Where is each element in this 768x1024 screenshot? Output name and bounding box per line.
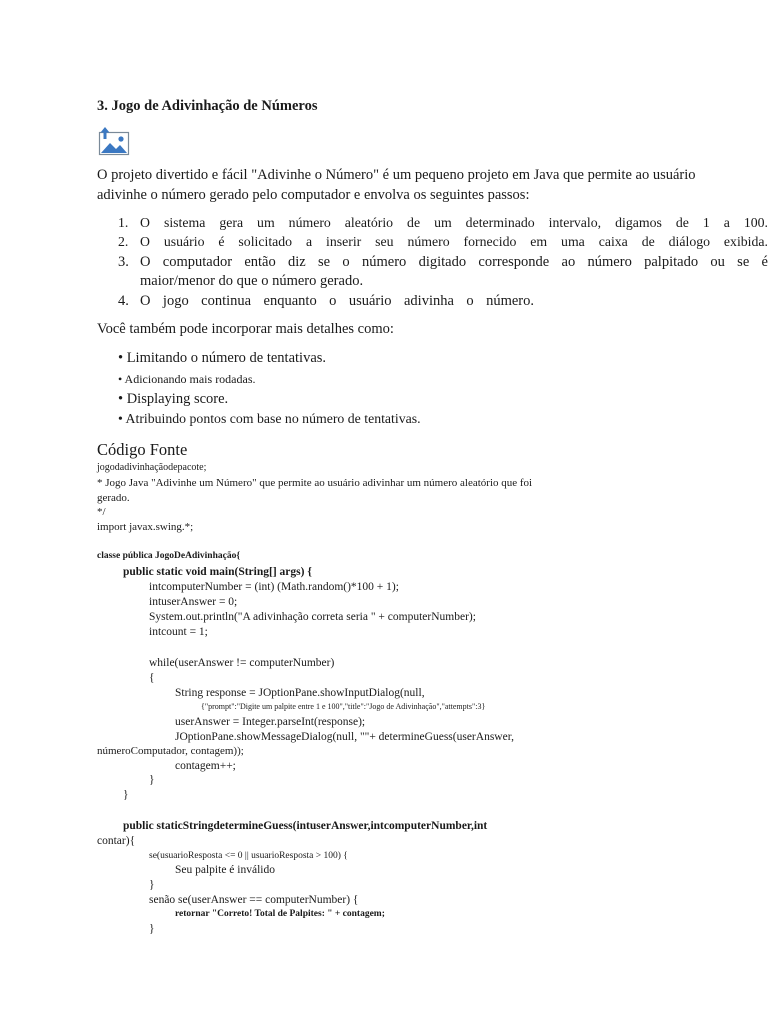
bullet-item: • Adicionando mais rodadas. (118, 372, 256, 386)
list-text: O sistema gera um número aleatório de um determinado intervalo, digamos de 1 a 100. (140, 215, 768, 230)
code-line: } (149, 923, 155, 935)
list-number: 2. (118, 234, 129, 249)
code-line: intuserAnswer = 0; (149, 596, 238, 608)
code-line: String response = JOptionPane.showInputDialog(null, (175, 687, 425, 699)
bullet-item: • Displaying score. (118, 391, 229, 407)
code-line: System.out.println("A adivinhação correta seria " + computerNumber); (149, 611, 476, 623)
intro-line-1: O projeto divertido e fácil "Adivinhe o Número" é um pequeno projeto em Java que permite ao usuário (97, 167, 696, 183)
code-line: while(userAnswer != computerNumber) (149, 657, 335, 669)
code-line: } (123, 789, 129, 801)
code-line: contagem++; (175, 760, 236, 772)
code-line: se(usuarioResposta <= 0 || usuarioResposta > 100) { (149, 851, 348, 861)
list-text: O jogo continua enquanto o usuário adivinha o número. (140, 293, 534, 309)
code-line: intcount = 1; (149, 626, 208, 638)
code-line: senão se(userAnswer == computerNumber) { (149, 894, 359, 906)
intro-line-2: adivinhe o número gerado pelo computador e envolva os seguintes passos: (97, 187, 530, 203)
also-intro: Você também pode incorporar mais detalhes como: (97, 321, 394, 337)
code-line: contar){ (97, 835, 136, 847)
code-line: gerado. (97, 492, 130, 504)
code-line: userAnswer = Integer.parseInt(response); (175, 716, 366, 728)
list-text: O usuário é solicitado a inserir seu número fornecido em uma caixa de diálogo exibida. (140, 234, 768, 249)
code-line: * Jogo Java "Adivinhe um Número" que permite ao usuário adivinhar um número aleatório que foi (97, 477, 533, 489)
image-placeholder-icon (98, 126, 130, 156)
code-line: public staticStringdetermineGuess(intuserAnswer,intcomputerNumber,int (123, 820, 488, 832)
code-line: classe pública JogoDeAdivinhação{ (97, 551, 241, 561)
list-number: 4. (118, 293, 129, 309)
bullet-item: • Limitando o número de tentativas. (118, 350, 327, 366)
list-item (118, 215, 768, 231)
code-line: retornar "Correto! Total de Palpites: " + contagem; (175, 909, 385, 919)
code-line: {"prompt":"Digite um palpite entre 1 e 100","title":"Jogo de Adivinhação","attempts":3} (201, 702, 486, 711)
list-item-continued (118, 273, 768, 290)
code-line: jogodadivinhaçãodepacote; (97, 462, 207, 473)
code-line: public static void main(String[] args) { (123, 566, 312, 578)
code-line: } (149, 879, 155, 891)
code-title: Código Fonte (97, 440, 188, 459)
code-line: } (149, 774, 155, 786)
code-line: JOptionPane.showMessageDialog(null, ""+ determineGuess(userAnswer, (175, 731, 514, 743)
list-text: O computador então diz se o número digitado corresponde ao número palpitado ou se é (140, 254, 768, 270)
list-item (118, 234, 768, 250)
section-heading: 3. Jogo de Adivinhação de Números (97, 98, 318, 114)
code-line: { (149, 672, 155, 684)
bullet-item: • Atribuindo pontos com base no número de tentativas. (118, 411, 421, 426)
code-line: intcomputerNumber = (int) (Math.random()*100 + 1); (149, 581, 399, 593)
list-number: 1. (118, 215, 129, 230)
code-line: Seu palpite é inválido (175, 864, 275, 876)
list-number: 3. (118, 254, 129, 270)
list-item (118, 293, 768, 310)
code-line: númeroComputador, contagem)); (97, 745, 244, 757)
list-item (118, 254, 768, 271)
code-line: import javax.swing.*; (97, 521, 194, 533)
list-text: maior/menor do que o número gerado. (140, 273, 364, 289)
code-line: */ (97, 506, 106, 518)
